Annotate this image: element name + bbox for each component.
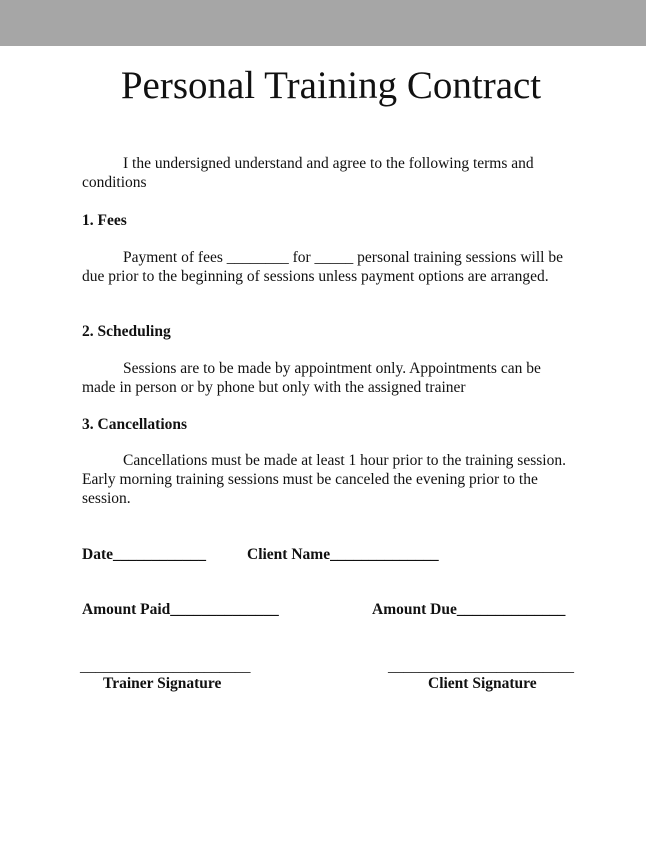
section-heading-scheduling: 2. Scheduling	[82, 323, 171, 340]
section-heading-fees: 1. Fees	[82, 212, 127, 229]
document-page	[0, 46, 646, 844]
date-field[interactable]: Date____________	[82, 546, 206, 563]
top-toolbar-bar	[0, 0, 646, 46]
amount-due-field[interactable]: Amount Due______________	[372, 601, 566, 618]
client-signature-line[interactable]: ________________________	[388, 658, 574, 675]
trainer-signature-label: Trainer Signature	[103, 675, 222, 692]
client-name-field[interactable]: Client Name______________	[247, 546, 439, 563]
intro-paragraph: I the undersigned understand and agree to the following terms and conditions	[82, 155, 534, 191]
amount-paid-field[interactable]: Amount Paid______________	[82, 601, 279, 618]
trainer-signature-line[interactable]: ______________________	[80, 658, 251, 675]
section-body-fees: Payment of fees ________ for _____ personal training sessions will be due prior to the beginning of sessions unless payment options are arranged.	[82, 249, 563, 285]
section-body-cancellations: Cancellations must be made at least 1 hour prior to the training session. Early morning training sessions must be canceled the evening prior to the session.	[82, 452, 566, 507]
page-title: Personal Training Contract	[120, 64, 542, 107]
client-signature-label: Client Signature	[428, 675, 537, 692]
section-body-scheduling: Sessions are to be made by appointment only. Appointments can be made in person or by phone but only with the assigned trainer	[82, 360, 541, 396]
section-heading-cancellations: 3. Cancellations	[82, 416, 188, 433]
